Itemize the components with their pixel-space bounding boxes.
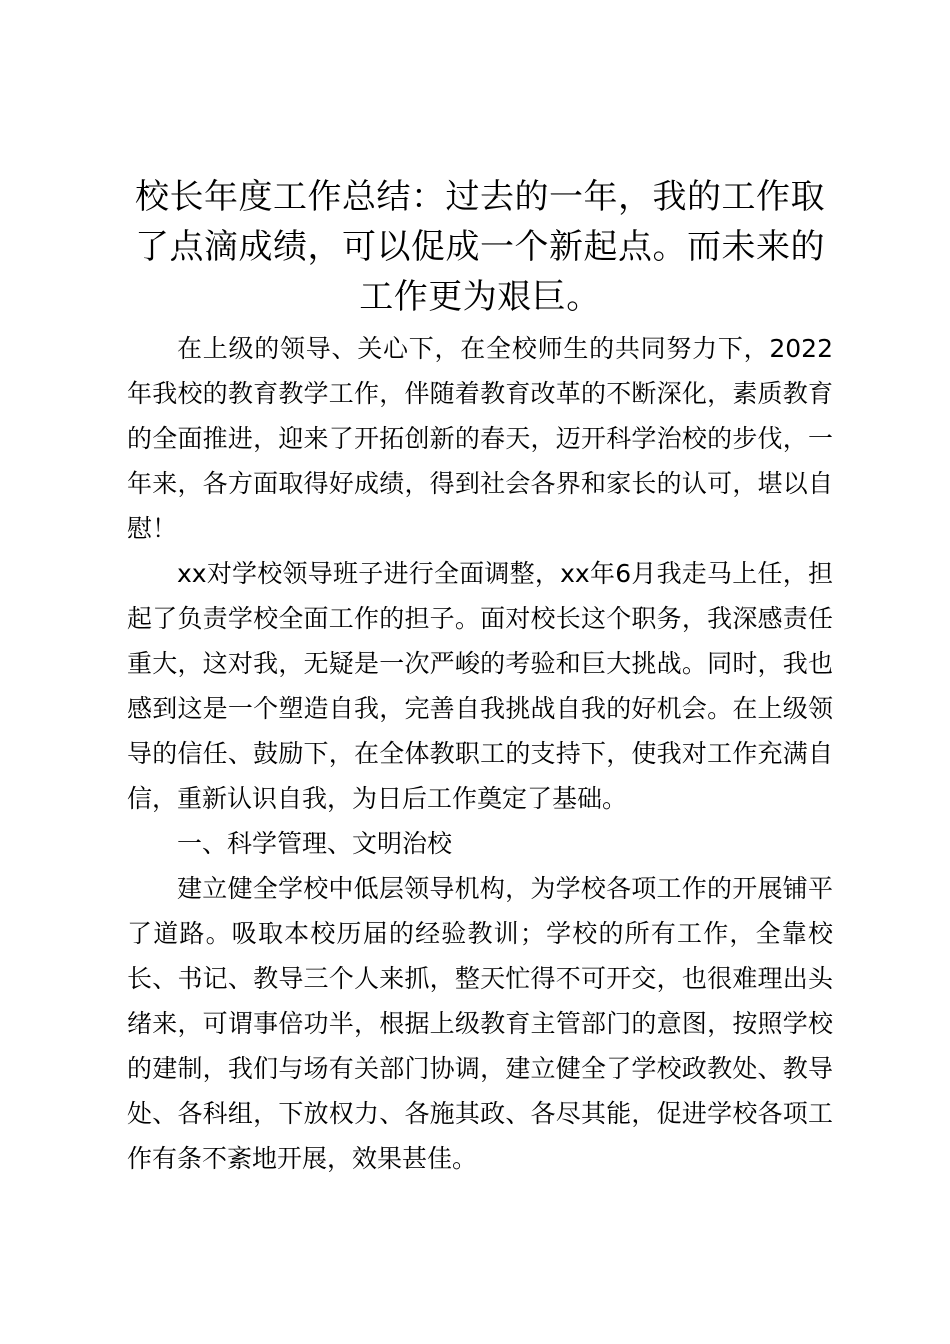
paragraph-intro: 在上级的领导、关心下，在全校师生的共同努力下，2022年我校的教育教学工作，伴随着教育改革的不断深化，素质教育的全面推进，迎来了开拓创新的春天，迈开科学治校的步伐，一年来，各方面取得好成绩，得到社会各界和家长的认可，堪以自慰！ — [127, 334, 833, 543]
paragraph-appointment: xx对学校领导班子进行全面调整，xx年6月我走马上任，担起了负责学校全面工作的担子。面对校长这个职务，我深感责任重大，这对我，无疑是一次严峻的考验和巨大挑战。同时，我也感到这是一个塑造自我，完善自我挑战自我的好机会。在上级领导的信任、鼓励下，在全体教职工的支持下，使我对工作充满自信，重新认识自我，为日后工作奠定了基础。 — [127, 559, 833, 813]
document-title: 校长年度工作总结：过去的一年，我的工作取了点滴成绩，可以促成一个新起点。而未来的工作更为艰巨。 — [135, 177, 825, 317]
paragraph-management: 建立健全学校中低层领导机构，为学校各项工作的开展铺平了道路。吸取本校历届的经验教训；学校的所有工作，全靠校长、书记、教导三个人来抓，整天忙得不可开交，也很难理出头绪来，可谓事倍功半，根据上级教育主管部门的意图，按照学校的建制，我们与场有关部门协调，建立健全了学校政教处、教导处、各科组，下放权力、各施其政、各尽其能，促进学校各项工作有条不紊地开展，效果甚佳。 — [127, 874, 833, 1173]
document-page — [127, 172, 833, 1181]
section-heading-1: 一、科学管理、文明治校 — [177, 829, 453, 858]
document-body — [127, 326, 833, 1181]
